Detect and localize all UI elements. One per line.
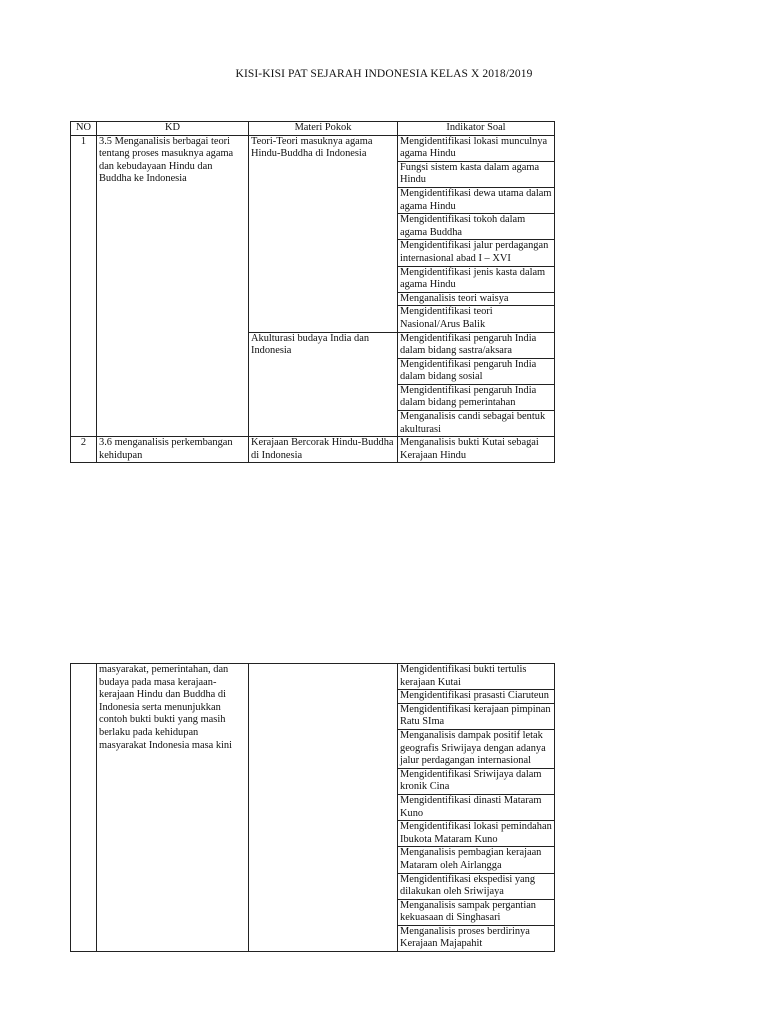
row-number: 2 <box>71 437 97 463</box>
materi-pokok-cell: Teori-Teori masuknya agama Hindu-Buddha di Indonesia <box>249 135 398 332</box>
indikator-soal-cell: Mengidentifikasi ekspedisi yang dilakukan oleh Sriwijaya <box>398 873 555 899</box>
header-materi-pokok: Materi Pokok <box>249 122 398 136</box>
document-title: KISI-KISI PAT SEJARAH INDONESIA KELAS X 2018/2019 <box>235 68 533 80</box>
table-row <box>71 437 555 463</box>
indikator-soal-cell: Menganalisis dampak positif letak geografis Sriwijaya dengan adanya jalur perdagangan internasional <box>398 729 555 768</box>
table-header-row <box>71 122 555 136</box>
indikator-soal-cell: Mengidentifikasi bukti tertulis kerajaan Kutai <box>398 664 555 690</box>
indikator-soal-cell: Menganalisis proses berdirinya Kerajaan Majapahit <box>398 925 555 951</box>
indikator-soal-cell: Mengidentifikasi dewa utama dalam agama Hindu <box>398 187 555 213</box>
indikator-soal-cell: Mengidentifikasi pengaruh India dalam bidang sastra/aksara <box>398 332 555 358</box>
indikator-soal-cell: Menganalisis sampak pergantian kekuasaan di Singhasari <box>398 899 555 925</box>
indikator-soal-cell: Menganalisis teori waisya <box>398 292 555 306</box>
kd-cell: 3.5 Menganalisis berbagai teori tentang proses masuknya agama dan kebudayaan Hindu dan Buddha ke Indonesia <box>97 135 249 437</box>
kd-cell: 3.6 menganalisis perkembangan kehidupan <box>97 437 249 463</box>
indikator-soal-cell: Mengidentifikasi jenis kasta dalam agama Hindu <box>398 266 555 292</box>
indikator-soal-cell: Mengidentifikasi jalur perdagangan internasional abad I – XVI <box>398 240 555 266</box>
row-number: 1 <box>71 135 97 437</box>
indikator-soal-cell: Mengidentifikasi pengaruh India dalam bidang sosial <box>398 358 555 384</box>
materi-pokok-cell: Kerajaan Bercorak Hindu-Buddha di Indonesia <box>249 437 398 463</box>
indikator-soal-cell: Mengidentifikasi teori Nasional/Arus Balik <box>398 306 555 332</box>
indikator-soal-cell: Menganalisis candi sebagai bentuk akulturasi <box>398 411 555 437</box>
indikator-soal-cell: Mengidentifikasi lokasi munculnya agama Hindu <box>398 135 555 161</box>
table-row <box>71 664 555 690</box>
indikator-soal-cell: Mengidentifikasi Sriwijaya dalam kronik Cina <box>398 768 555 794</box>
materi-pokok-cell: Akulturasi budaya India dan Indonesia <box>249 332 398 437</box>
header-indikator-soal: Indikator Soal <box>398 122 555 136</box>
indikator-soal-cell: Mengidentifikasi prasasti Ciaruteun <box>398 690 555 704</box>
indikator-soal-cell: Mengidentifikasi kerajaan pimpinan Ratu SIma <box>398 703 555 729</box>
kd-cell: masyarakat, pemerintahan, dan budaya pada masa kerajaan-kerajaan Hindu dan Buddha di Indonesia serta menunjukkan contoh bukti bukti yang masih berlaku pada kehidupan masyarakat Indonesia masa kini <box>97 664 249 952</box>
indikator-soal-cell: Mengidentifikasi dinasti Mataram Kuno <box>398 794 555 820</box>
table-row <box>71 135 555 161</box>
materi-pokok-cell <box>249 664 398 952</box>
indikator-soal-cell: Menganalisis bukti Kutai sebagai Kerajaan Hindu <box>398 437 555 463</box>
indikator-soal-cell: Mengidentifikasi tokoh dalam agama Buddha <box>398 214 555 240</box>
row-number <box>71 664 97 952</box>
indikator-soal-cell: Mengidentifikasi pengaruh India dalam bidang pemerintahan <box>398 384 555 410</box>
kisi-kisi-table-page-1 <box>70 121 555 463</box>
header-kd: KD <box>97 122 249 136</box>
header-no: NO <box>71 122 97 136</box>
indikator-soal-cell: Fungsi sistem kasta dalam agama Hindu <box>398 161 555 187</box>
indikator-soal-cell: Mengidentifikasi lokasi pemindahan Ibukota Mataram Kuno <box>398 821 555 847</box>
kisi-kisi-table-page-2 <box>70 663 555 952</box>
indikator-soal-cell: Menganalisis pembagian kerajaan Mataram oleh Airlangga <box>398 847 555 873</box>
